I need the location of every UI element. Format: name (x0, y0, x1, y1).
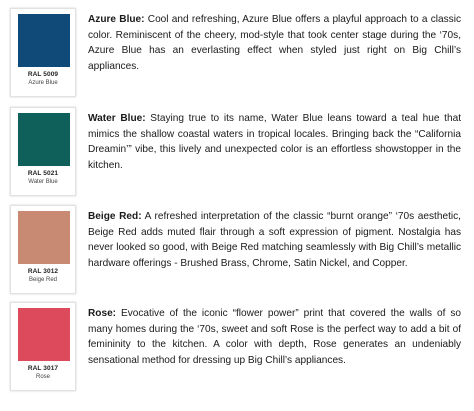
color-name-label: Rose (35, 374, 50, 380)
color-description (88, 12, 461, 74)
color-title: Water Blue: (88, 113, 146, 124)
color-title: Azure Blue: (88, 14, 145, 25)
color-swatch (18, 14, 70, 67)
color-chip-card (10, 205, 76, 294)
color-description-text: A refreshed interpretation of the classic “burnt orange” ‘70s aesthetic, Beige Red adds muted flair through a soft expression of pigment. Nostalgia has never looked so good, with Beige Red matching seamlessly with Big Chill’s metallic hardware offerings - Brushed Brass, Chrome, Satin Nickel, and Copper. (88, 211, 461, 269)
ral-code: RAL 3012 (27, 268, 59, 275)
color-description (88, 111, 461, 173)
color-chip-card (10, 107, 76, 196)
color-description-text: Staying true to its name, Water Blue leans toward a teal hue that mimics the shallow coastal waters in tropical locales. Bringing back the “California Dreamin’” vibe, this lively and unexpected color is an effortless showstopper in the kitchen. (88, 113, 461, 171)
color-description (88, 209, 461, 271)
ral-code: RAL 3017 (27, 365, 59, 372)
ral-code: RAL 5009 (27, 71, 59, 78)
color-title: Rose: (88, 308, 117, 319)
color-name-label: Water Blue (28, 179, 58, 185)
ral-code: RAL 5021 (27, 170, 59, 177)
color-swatch (18, 211, 70, 264)
color-swatch (18, 308, 70, 361)
color-name-label: Beige Red (28, 277, 58, 283)
color-swatch (18, 113, 70, 166)
color-description (88, 306, 461, 368)
color-title: Beige Red: (88, 211, 142, 222)
color-chip-card (10, 302, 76, 391)
color-description-text: Evocative of the iconic “flower power” print that covered the walls of so many homes during the ‘70s, sweet and soft Rose is the perfect way to add a bit of femininity to the kitchen. A color with depth, Rose generates an undeniably sensational method for dressing up Big Chill’s appliances. (88, 308, 461, 366)
color-chip-card (10, 8, 76, 97)
color-name-label: Azure Blue (28, 80, 58, 86)
color-description-text: Cool and refreshing, Azure Blue offers a playful approach to a classic color. Reminiscent of the cheery, mod-style that took center stage during the ‘70s, Azure Blue has an everlasting effect when styled just right on Big Chill’s appliances. (88, 14, 461, 72)
